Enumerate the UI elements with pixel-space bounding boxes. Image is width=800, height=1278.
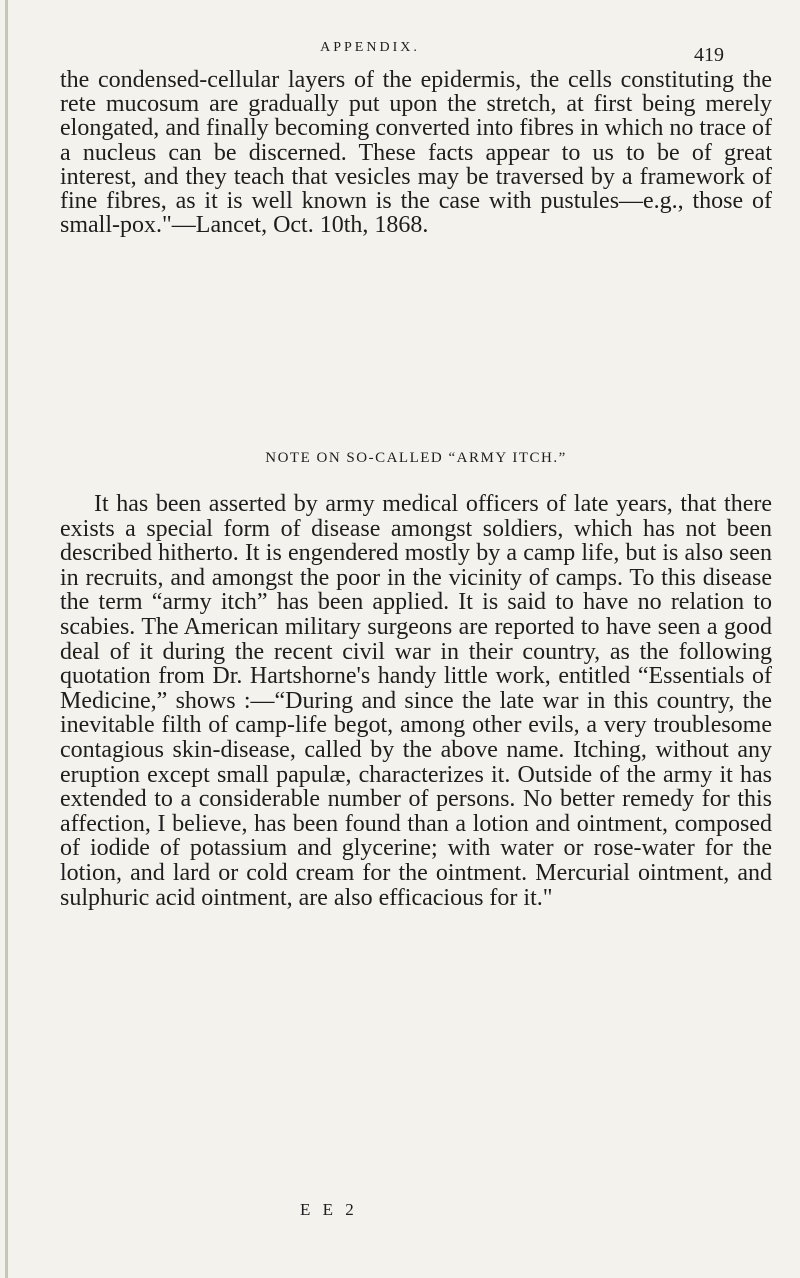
section-paragraph: It has been asserted by army medical officers of late years, that there exists a special form of disease amongst soldiers, which has not been described hitherto. It is engendered mostly by a camp life, but is also seen in recruits, and amongst the poor in the vicinity of camps. To this disease the term “army itch” has been applied. It is said to have no relation to scabies. The American military surgeons are reported to have seen a good deal of it during the recent civil war in their country, as the following quotation from Dr. Hartshorne's handy little work, entitled “Essentials of Medicine,” shows :—“During and since the late war in this country, the inevitable filth of camp-life begot, among other evils, a very troublesome contagious skin-disease, called by the above name. Itching, without any eruption except small papulæ, characterizes it. Outside of the army it has extended to a considerable number of persons. No better remedy for this affection, I believe, has been found than a lotion and ointment, composed of iodide of potassium and glycerine; with water or rose-water for the lotion, and lard or cold cream for the ointment. Mercurial ointment, and sulphuric acid ointment, are also efficacious for it.": [60, 491, 772, 911]
page-number: 419: [694, 44, 724, 66]
running-head: APPENDIX.: [320, 40, 420, 55]
section-heading: NOTE ON SO-CALLED “ARMY ITCH.”: [265, 450, 567, 466]
signature-mark: E E 2: [300, 1200, 358, 1219]
page-edge-shadow: [5, 0, 8, 1278]
continuation-paragraph: the condensed-cellular layers of the epidermis, the cells constituting the rete mucosum are gradually put upon the stretch, at first being merely elongated, and finally becoming converted into fibres in which no trace of a nucleus can be discerned. These facts appear to us to be of great interest, and they teach that vesicles may be traversed by a framework of fine fibres, as it is well known is the case with pustules—e.g., those of small-pox."—Lancet, Oct. 10th, 1868.: [60, 67, 772, 239]
